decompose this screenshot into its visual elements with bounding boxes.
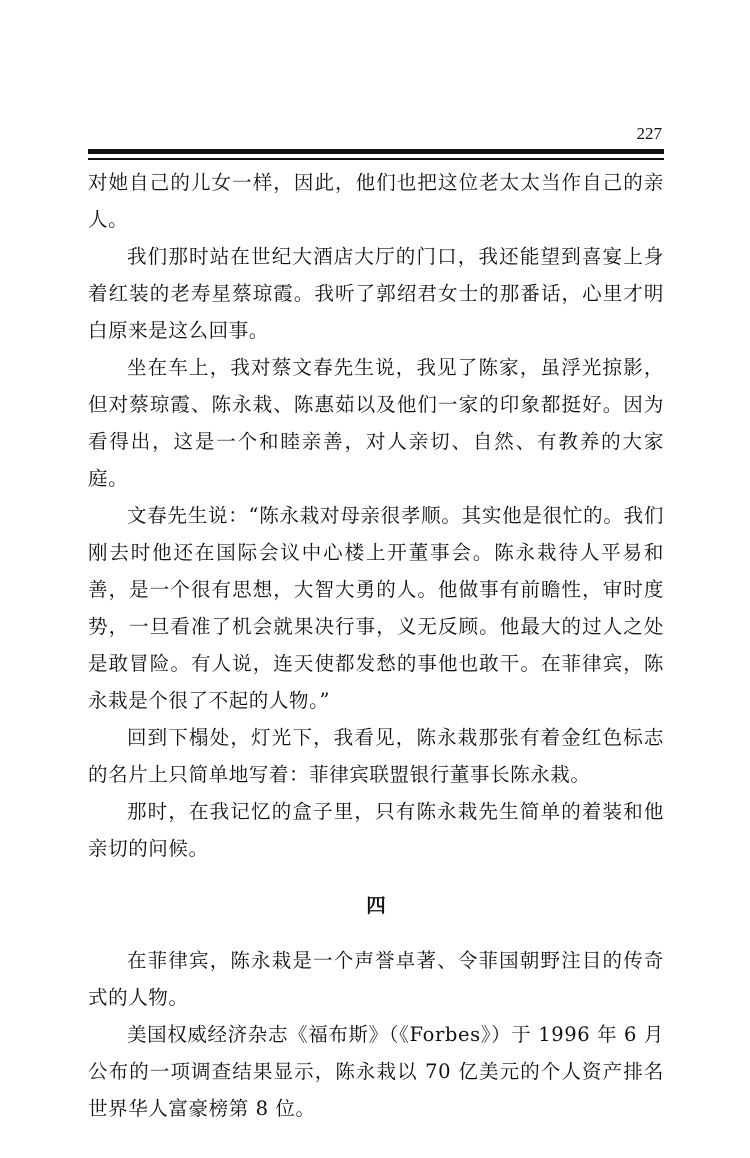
body-text bbox=[88, 164, 664, 1127]
section-heading: 四 bbox=[366, 894, 386, 917]
paragraph: 美国权威经济杂志《福布斯》（《Forbes》）于 1996 年 6 月公布的一项调查结果显示，陈永栽以 70 亿美元的个人资产排名世界华人富豪榜第 8 位。 bbox=[88, 1023, 664, 1120]
paragraph: 坐在车上，我对蔡文春先生说，我见了陈家，虽浮光掠影，但对蔡琼霞、陈永栽、陈惠茹以及他们一家的印象都挺好。因为看得出，这是一个和睦亲善，对人亲切、自然、有教养的大家庭。 bbox=[88, 356, 664, 490]
paragraph: 文春先生说：“陈永栽对母亲很孝顺。其实他是很忙的。我们刚去时他还在国际会议中心楼上开董事会。陈永栽待人平易和善，是一个很有思想，大智大勇的人。他做事有前瞻性，审时度势，一旦看准了机会就果决行事，义无反顾。他最大的过人之处是敢冒险。有人说，连天使都发愁的事他也敢干。在菲律宾，陈永栽是个很了不起的人物。” bbox=[88, 504, 664, 712]
paragraph: 在菲律宾，陈永栽是一个声誉卓著、令菲国朝野注目的传奇式的人物。 bbox=[88, 949, 664, 1009]
paragraph: 那时，在我记忆的盒子里，只有陈永栽先生简单的着装和他亲切的问候。 bbox=[88, 800, 664, 860]
paragraph: 我们那时站在世纪大酒店大厅的门口，我还能望到喜宴上身着红装的老寿星蔡琼霞。我听了郭绍君女士的那番话，心里才明白原来是这么回事。 bbox=[88, 245, 664, 342]
page-number: 227 bbox=[636, 124, 662, 143]
header-rule-thick bbox=[88, 149, 664, 154]
header-rule-thin bbox=[88, 158, 664, 160]
paragraph: 回到下榻处，灯光下，我看见，陈永栽那张有着金红色标志的名片上只简单地写着：菲律宾联盟银行董事长陈永栽。 bbox=[88, 726, 664, 786]
paragraph: 对她自己的儿女一样，因此，他们也把这位老太太当作自己的亲人。 bbox=[88, 171, 664, 231]
